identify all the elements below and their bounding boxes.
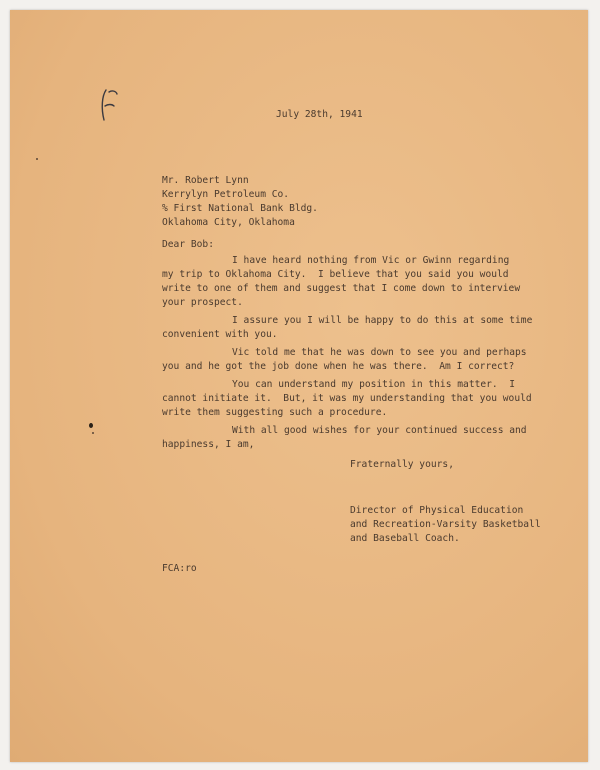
typist-initials: FCA:ro (162, 563, 197, 574)
signature-title-line: and Baseball Coach. (350, 533, 460, 544)
body-line: convenient with you. (162, 329, 278, 340)
body-line: my trip to Oklahoma City. I believe that you said you would (162, 269, 509, 280)
handwritten-mark-icon (96, 86, 126, 126)
body-line: your prospect. (162, 297, 243, 308)
salutation: Dear Bob: (162, 239, 214, 250)
body-line: I assure you I will be happy to do this at some time (232, 315, 533, 326)
body-line: write them suggesting such a procedure. (162, 407, 388, 418)
recipient-address-line-2: Oklahoma City, Oklahoma (162, 217, 295, 228)
recipient-address-line-1: % First National Bank Bldg. (162, 203, 318, 214)
body-line: happiness, I am, (162, 439, 255, 450)
body-line: You can understand my position in this matter. I (232, 379, 516, 390)
body-line: write to one of them and suggest that I come down to interview (162, 283, 521, 294)
letter-date: July 28th, 1941 (276, 109, 363, 120)
recipient-name: Mr. Robert Lynn (162, 175, 249, 186)
ink-dot (89, 423, 93, 428)
body-line: cannot initiate it. But, it was my understanding that you would (162, 393, 532, 404)
body-line: I have heard nothing from Vic or Gwinn regarding (232, 255, 510, 266)
paper-speck (36, 158, 38, 160)
body-line: With all good wishes for your continued success and (232, 425, 527, 436)
signature-title-line: and Recreation-Varsity Basketball (350, 519, 541, 530)
closing: Fraternally yours, (350, 459, 454, 470)
paper-speck (92, 432, 94, 434)
body-line: Vic told me that he was down to see you and perhaps (232, 347, 527, 358)
signature-title-line: Director of Physical Education (350, 505, 524, 516)
recipient-company: Kerrylyn Petroleum Co. (162, 189, 290, 200)
body-line: you and he got the job done when he was there. Am I correct? (162, 361, 515, 372)
